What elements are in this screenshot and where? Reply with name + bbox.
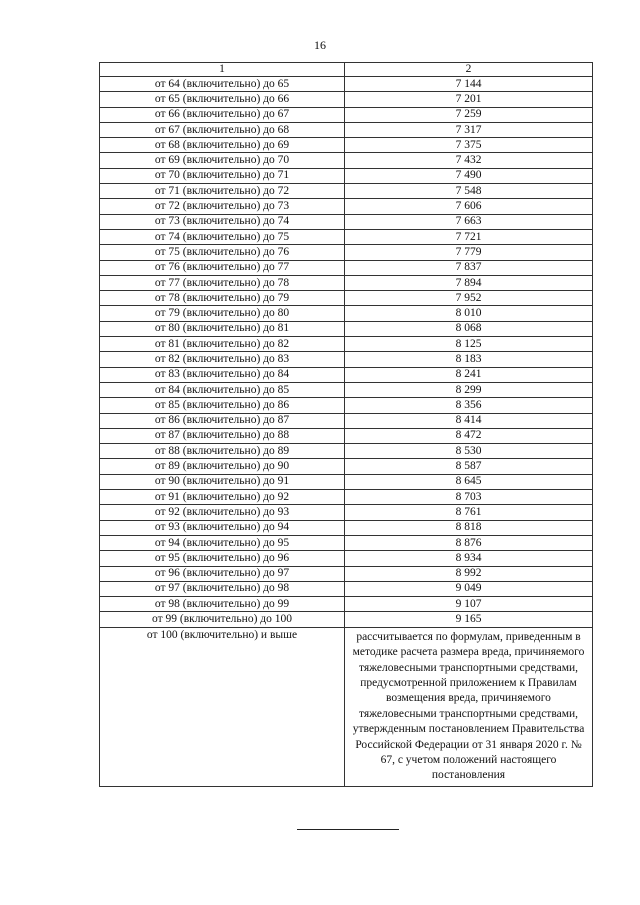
range-cell: от 73 (включительно) до 74 [100,214,345,229]
table-row [100,581,593,596]
column-header-1: 1 [100,63,345,77]
table-row [100,428,593,443]
range-cell: от 68 (включительно) до 69 [100,138,345,153]
range-cell: от 90 (включительно) до 91 [100,474,345,489]
table-row [100,77,593,92]
value-cell: 7 779 [345,245,593,260]
value-cell: 8 992 [345,566,593,581]
value-cell: 8 472 [345,428,593,443]
table-row [100,245,593,260]
table-row [100,306,593,321]
value-cell: 7 375 [345,138,593,153]
range-cell: от 80 (включительно) до 81 [100,321,345,336]
range-cell: от 98 (включительно) до 99 [100,597,345,612]
range-cell: от 64 (включительно) до 65 [100,77,345,92]
value-cell: 8 241 [345,367,593,382]
table-row [100,122,593,137]
value-cell: 8 645 [345,474,593,489]
range-cell: от 75 (включительно) до 76 [100,245,345,260]
table-row [100,214,593,229]
table-row [100,520,593,535]
value-cell: 9 165 [345,612,593,627]
calculation-note: рассчитывается по формулам, приведенным в методике расчета размера вреда, причиняемого тяжеловесными транспортными средствами, предусмотренной приложением к Правилам возмещения вреда, причиняемого тяжеловесными транспортными средствами, утвержденным постановлением Правительства Российской Федерации от 31 января 2020 г. № 67, с учетом положений настоящего постановления [345,627,593,786]
range-cell-last: от 100 (включительно) и выше [100,627,345,786]
table-row [100,612,593,627]
value-cell: 7 606 [345,199,593,214]
value-cell: 7 144 [345,77,593,92]
value-cell: 7 201 [345,92,593,107]
range-cell: от 83 (включительно) до 84 [100,367,345,382]
value-cell: 8 068 [345,321,593,336]
range-cell: от 88 (включительно) до 89 [100,444,345,459]
range-cell: от 91 (включительно) до 92 [100,490,345,505]
range-cell: от 82 (включительно) до 83 [100,352,345,367]
range-cell: от 79 (включительно) до 80 [100,306,345,321]
value-cell: 9 107 [345,597,593,612]
value-cell: 8 125 [345,337,593,352]
range-cell: от 66 (включительно) до 67 [100,107,345,122]
range-cell: от 77 (включительно) до 78 [100,275,345,290]
value-cell: 7 663 [345,214,593,229]
value-cell: 8 183 [345,352,593,367]
table-row [100,398,593,413]
value-cell: 8 818 [345,520,593,535]
range-cell: от 72 (включительно) до 73 [100,199,345,214]
table-row [100,444,593,459]
table-row [100,153,593,168]
value-cell: 8 530 [345,444,593,459]
range-cell: от 81 (включительно) до 82 [100,337,345,352]
value-cell: 7 490 [345,168,593,183]
table-row [100,229,593,244]
value-cell: 7 259 [345,107,593,122]
range-cell: от 74 (включительно) до 75 [100,229,345,244]
value-cell: 7 721 [345,229,593,244]
table-row [100,367,593,382]
range-cell: от 93 (включительно) до 94 [100,520,345,535]
table-row [100,505,593,520]
range-cell: от 71 (включительно) до 72 [100,184,345,199]
table-body [100,77,593,787]
table-row [100,337,593,352]
table-row [100,92,593,107]
value-cell: 8 010 [345,306,593,321]
range-cell: от 78 (включительно) до 79 [100,291,345,306]
value-cell: 8 356 [345,398,593,413]
table-row [100,490,593,505]
range-cell: от 95 (включительно) до 96 [100,551,345,566]
column-header-2: 2 [345,63,593,77]
value-cell: 7 548 [345,184,593,199]
value-cell: 9 049 [345,581,593,596]
table-row [100,352,593,367]
table-row [100,199,593,214]
table-row [100,260,593,275]
rates-table [99,62,593,787]
range-cell: от 70 (включительно) до 71 [100,168,345,183]
table-row [100,107,593,122]
table-row [100,184,593,199]
page-number: 16 [314,38,326,52]
table-row [100,382,593,397]
table-row-last [100,627,593,786]
range-cell: от 85 (включительно) до 86 [100,398,345,413]
value-cell: 7 317 [345,122,593,137]
table-row [100,474,593,489]
table-row [100,459,593,474]
table-row [100,535,593,550]
table-row [100,321,593,336]
range-cell: от 65 (включительно) до 66 [100,92,345,107]
range-cell: от 69 (включительно) до 70 [100,153,345,168]
table-row [100,275,593,290]
footer-rule [297,829,399,830]
range-cell: от 97 (включительно) до 98 [100,581,345,596]
value-cell: 8 587 [345,459,593,474]
table-header-row [100,63,593,77]
value-cell: 8 703 [345,490,593,505]
range-cell: от 67 (включительно) до 68 [100,122,345,137]
range-cell: от 92 (включительно) до 93 [100,505,345,520]
table-row [100,168,593,183]
range-cell: от 89 (включительно) до 90 [100,459,345,474]
value-cell: 7 432 [345,153,593,168]
value-cell: 7 894 [345,275,593,290]
range-cell: от 99 (включительно) до 100 [100,612,345,627]
value-cell: 8 934 [345,551,593,566]
table-row [100,597,593,612]
value-cell: 7 952 [345,291,593,306]
table-row [100,291,593,306]
range-cell: от 84 (включительно) до 85 [100,382,345,397]
table-row [100,413,593,428]
value-cell: 8 876 [345,535,593,550]
value-cell: 7 837 [345,260,593,275]
table-row [100,551,593,566]
value-cell: 8 299 [345,382,593,397]
value-cell: 8 414 [345,413,593,428]
table-row [100,138,593,153]
table-row [100,566,593,581]
range-cell: от 96 (включительно) до 97 [100,566,345,581]
value-cell: 8 761 [345,505,593,520]
range-cell: от 86 (включительно) до 87 [100,413,345,428]
range-cell: от 94 (включительно) до 95 [100,535,345,550]
range-cell: от 76 (включительно) до 77 [100,260,345,275]
range-cell: от 87 (включительно) до 88 [100,428,345,443]
